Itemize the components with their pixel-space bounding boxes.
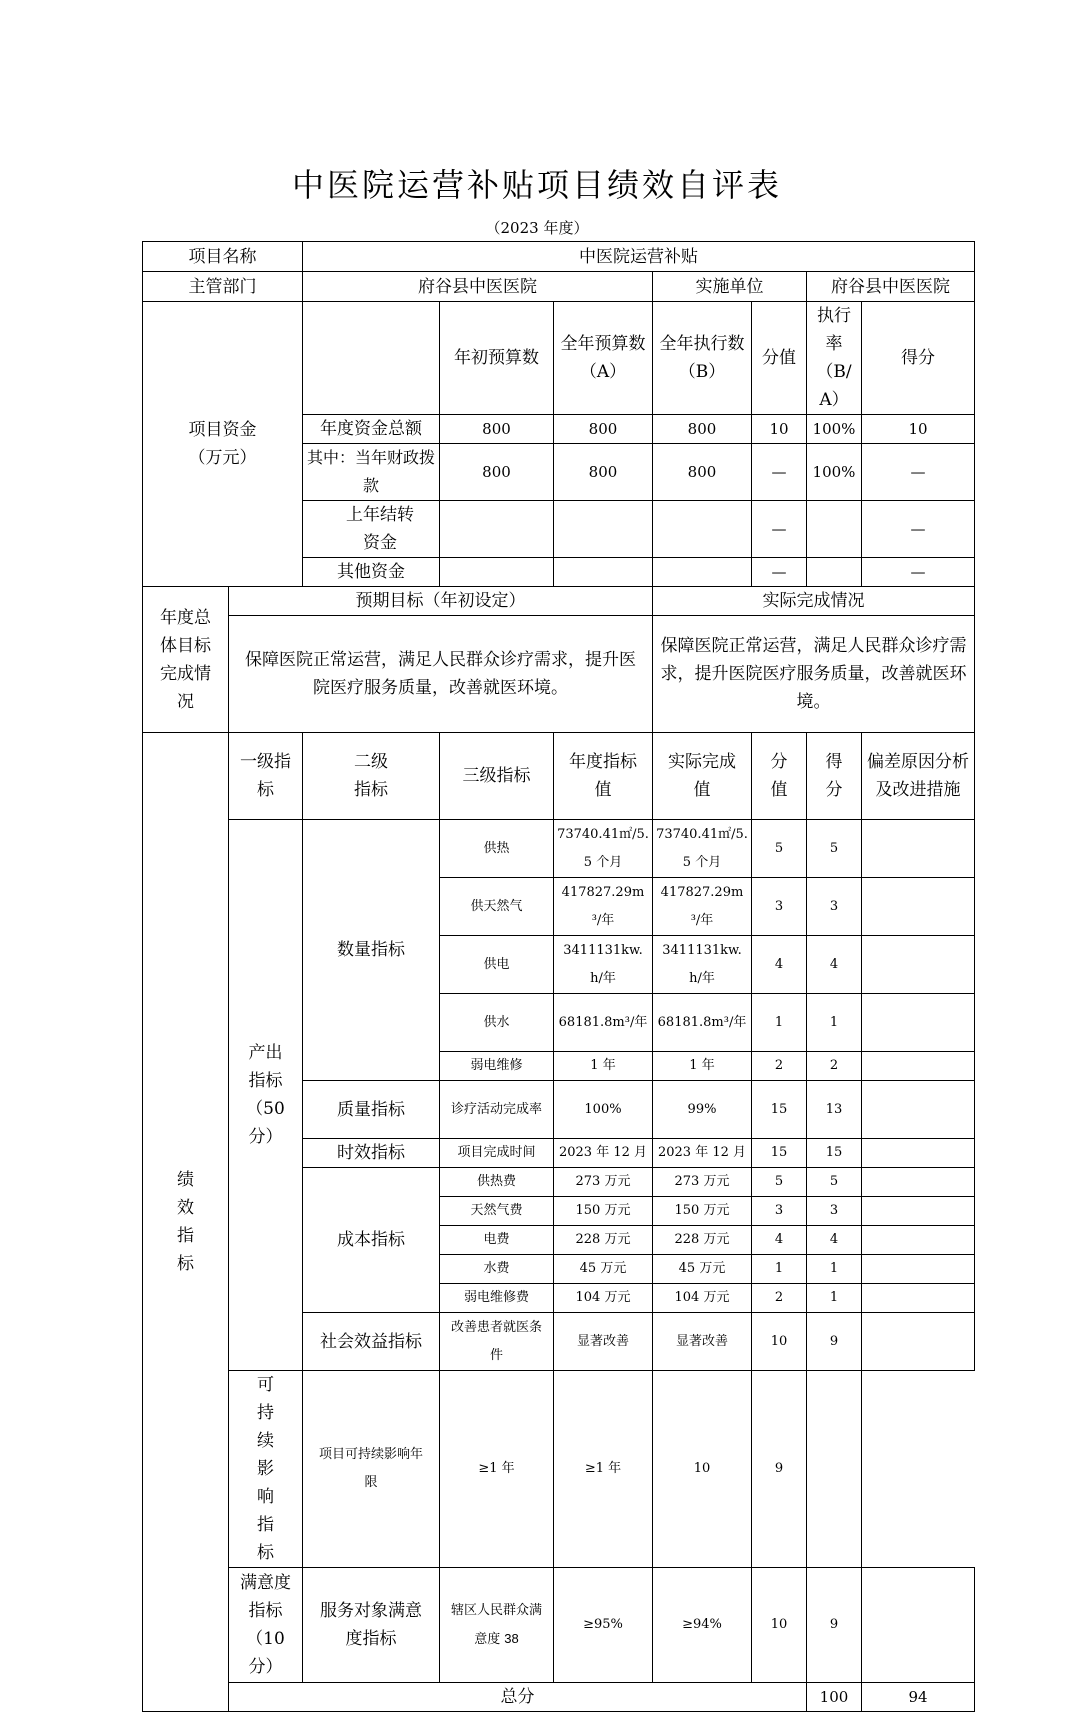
group-quality: 质量指标 bbox=[303, 1081, 440, 1139]
indicator-deviation bbox=[862, 1568, 975, 1683]
funds-row-initial bbox=[440, 501, 554, 558]
indicator-name: 改善患者就医条件 bbox=[440, 1313, 554, 1371]
indicator-deviation bbox=[862, 1197, 975, 1226]
indicator-score-value: 10 bbox=[752, 1313, 807, 1371]
year-subtitle: （2023 年度） bbox=[485, 219, 589, 237]
indicator-score-value: 10 bbox=[653, 1371, 752, 1568]
goals-label: 年度总体目标完成情况 bbox=[143, 587, 229, 733]
project-name-label: 项目名称 bbox=[143, 242, 303, 272]
indicator-score-value: 10 bbox=[752, 1568, 807, 1683]
funds-row-rate bbox=[807, 558, 862, 587]
group-quantity: 数量指标 bbox=[303, 820, 440, 1081]
total-label: 总分 bbox=[229, 1683, 807, 1712]
funds-row-score-value: — bbox=[752, 444, 807, 501]
indicator-score: 9 bbox=[807, 1313, 862, 1371]
funds-row-score: — bbox=[862, 444, 975, 501]
indicator-actual: 45 万元 bbox=[653, 1255, 752, 1284]
indicator-deviation bbox=[862, 1052, 975, 1081]
funds-row-score: — bbox=[862, 501, 975, 558]
goals-expected-label: 预期目标（年初设定） bbox=[229, 587, 653, 616]
funds-row-score-value: — bbox=[752, 558, 807, 587]
indicator-actual: 99% bbox=[653, 1081, 752, 1139]
funds-row-annual bbox=[554, 558, 653, 587]
indicator-actual: ≥1 年 bbox=[554, 1371, 653, 1568]
indicator-name: 弱电维修 bbox=[440, 1052, 554, 1081]
indicator-deviation bbox=[862, 1284, 975, 1313]
output-indicator-label: 产出指标（50分） bbox=[229, 820, 303, 1371]
indicator-deviation bbox=[807, 1371, 862, 1568]
funds-row-initial bbox=[440, 558, 554, 587]
indicator-deviation bbox=[862, 936, 975, 994]
indicator-target: 73740.41㎡/5.5 个月 bbox=[554, 820, 653, 878]
dept-value: 府谷县中医医院 bbox=[303, 272, 653, 302]
funds-row-score: — bbox=[862, 558, 975, 587]
indicator-score-value: 3 bbox=[752, 878, 807, 936]
indicator-deviation bbox=[862, 1139, 975, 1168]
indicator-target: ≥95% bbox=[554, 1568, 653, 1683]
indicator-name: 诊疗活动完成率 bbox=[440, 1081, 554, 1139]
indicator-name: 水费 bbox=[440, 1255, 554, 1284]
indicator-actual: 2023 年 12 月 bbox=[653, 1139, 752, 1168]
indicator-score-value: 5 bbox=[752, 1168, 807, 1197]
indicator-deviation bbox=[862, 1168, 975, 1197]
indicator-score: 4 bbox=[807, 936, 862, 994]
funds-label-line2: （万元） bbox=[188, 448, 257, 468]
unit-label: 实施单位 bbox=[653, 272, 807, 302]
funds-row-name: 年度资金总额 bbox=[303, 415, 440, 444]
funds-row-rate: 100% bbox=[807, 415, 862, 444]
indicator-score-value: 5 bbox=[752, 820, 807, 878]
indicator-score: 4 bbox=[807, 1226, 862, 1255]
indicator-target: 45 万元 bbox=[554, 1255, 653, 1284]
group-sustain: 可持续影响指标 bbox=[229, 1371, 303, 1568]
indicator-name-text: 辖区人民群众满意度 bbox=[450, 1602, 542, 1647]
indicator-name: 项目可持续影响年限 bbox=[303, 1371, 440, 1568]
indicator-actual: ≥94% bbox=[653, 1568, 752, 1683]
funds-row-name: 上年结转资金 bbox=[303, 501, 440, 558]
goals-actual-text: 保障医院正常运营，满足人民群众诊疗需求，提升医院医疗服务质量，改善就医环境。 bbox=[653, 616, 975, 733]
funds-row-score: 10 bbox=[862, 415, 975, 444]
indicator-score: 1 bbox=[807, 1255, 862, 1284]
indicator-actual: 1 年 bbox=[653, 1052, 752, 1081]
dept-label: 主管部门 bbox=[143, 272, 303, 302]
indicator-score: 1 bbox=[807, 1284, 862, 1313]
indicator-deviation bbox=[862, 820, 975, 878]
indicator-actual: 3411131kw.h/年 bbox=[653, 936, 752, 994]
indicator-name: 供水 bbox=[440, 994, 554, 1052]
funds-row-initial: 800 bbox=[440, 444, 554, 501]
indicator-score-value: 2 bbox=[752, 1284, 807, 1313]
indicator-score-value: 1 bbox=[752, 1255, 807, 1284]
indicator-actual: 150 万元 bbox=[653, 1197, 752, 1226]
indicator-target: 150 万元 bbox=[554, 1197, 653, 1226]
funds-row-name: 其他资金 bbox=[303, 558, 440, 587]
indicator-score-value: 1 bbox=[752, 994, 807, 1052]
ind-header-target: 年度指标值 bbox=[554, 733, 653, 820]
ind-header-score-value: 分值 bbox=[752, 733, 807, 820]
indicator-actual: 228 万元 bbox=[653, 1226, 752, 1255]
indicator-score: 5 bbox=[807, 820, 862, 878]
indicator-target: 417827.29m³/年 bbox=[554, 878, 653, 936]
funds-header-blank bbox=[303, 302, 440, 415]
page-title: 中医院运营补贴项目绩效自评表 bbox=[291, 166, 782, 204]
indicator-score-value: 15 bbox=[752, 1081, 807, 1139]
funds-row-executed bbox=[653, 558, 752, 587]
indicator-target: 显著改善 bbox=[554, 1313, 653, 1371]
indicator-name: 供热 bbox=[440, 820, 554, 878]
indicator-score: 5 bbox=[807, 1168, 862, 1197]
indicator-actual: 104 万元 bbox=[653, 1284, 752, 1313]
indicator-deviation bbox=[862, 1081, 975, 1139]
page-number: 38 bbox=[504, 1630, 519, 1646]
indicator-name bbox=[440, 1568, 554, 1683]
funds-row-score-value: — bbox=[752, 501, 807, 558]
indicator-target: 228 万元 bbox=[554, 1226, 653, 1255]
indicator-name: 项目完成时间 bbox=[440, 1139, 554, 1168]
indicator-actual: 73740.41㎡/5.5 个月 bbox=[653, 820, 752, 878]
indicator-score: 3 bbox=[807, 1197, 862, 1226]
indicators-section-label: 绩效指标 bbox=[143, 733, 229, 1712]
indicator-deviation bbox=[862, 1313, 975, 1371]
indicator-score: 9 bbox=[752, 1371, 807, 1568]
satisfaction-indicator-label: 满意度指标（10分） bbox=[229, 1568, 303, 1683]
indicator-target: 100% bbox=[554, 1081, 653, 1139]
indicator-target: 273 万元 bbox=[554, 1168, 653, 1197]
goals-expected-text: 保障医院正常运营，满足人民群众诊疗需求，提升医院医疗服务质量，改善就医环境。 bbox=[229, 616, 653, 733]
group-social: 社会效益指标 bbox=[303, 1313, 440, 1371]
funds-row-annual bbox=[554, 501, 653, 558]
funds-row-initial: 800 bbox=[440, 415, 554, 444]
ind-header-level3: 三级指标 bbox=[440, 733, 554, 820]
indicator-score: 15 bbox=[807, 1139, 862, 1168]
funds-header-annual: 全年预算数（A） bbox=[554, 302, 653, 415]
indicator-actual: 273 万元 bbox=[653, 1168, 752, 1197]
indicator-name: 供热费 bbox=[440, 1168, 554, 1197]
total-score-value: 100 bbox=[807, 1683, 862, 1712]
indicator-score: 3 bbox=[807, 878, 862, 936]
indicator-target: 104 万元 bbox=[554, 1284, 653, 1313]
indicator-score: 1 bbox=[807, 994, 862, 1052]
indicator-target: ≥1 年 bbox=[440, 1371, 554, 1568]
funds-row-executed bbox=[653, 501, 752, 558]
group-cost: 成本指标 bbox=[303, 1168, 440, 1313]
funds-row-annual: 800 bbox=[554, 444, 653, 501]
evaluation-table bbox=[142, 241, 975, 1712]
indicator-name: 供电 bbox=[440, 936, 554, 994]
funds-row-executed: 800 bbox=[653, 415, 752, 444]
indicator-actual: 68181.8m³/年 bbox=[653, 994, 752, 1052]
project-name-value: 中医院运营补贴 bbox=[303, 242, 975, 272]
funds-row-name: 其中：当年财政拨款 bbox=[303, 444, 440, 501]
indicator-deviation bbox=[862, 994, 975, 1052]
funds-header-score: 得分 bbox=[862, 302, 975, 415]
group-satisfaction: 服务对象满意度指标 bbox=[303, 1568, 440, 1683]
indicator-name: 供天然气 bbox=[440, 878, 554, 936]
funds-row-rate bbox=[807, 501, 862, 558]
indicator-score-value: 3 bbox=[752, 1197, 807, 1226]
unit-value: 府谷县中医医院 bbox=[807, 272, 975, 302]
indicator-name: 电费 bbox=[440, 1226, 554, 1255]
indicator-actual: 417827.29m³/年 bbox=[653, 878, 752, 936]
indicator-score-value: 2 bbox=[752, 1052, 807, 1081]
indicator-deviation bbox=[862, 878, 975, 936]
indicator-score: 13 bbox=[807, 1081, 862, 1139]
indicator-score: 2 bbox=[807, 1052, 862, 1081]
funds-header-initial: 年初预算数 bbox=[440, 302, 554, 415]
goals-actual-label: 实际完成情况 bbox=[653, 587, 975, 616]
indicator-actual: 显著改善 bbox=[653, 1313, 752, 1371]
funds-header-executed: 全年执行数（B） bbox=[653, 302, 752, 415]
ind-header-level1: 一级指标 bbox=[229, 733, 303, 820]
indicator-target: 1 年 bbox=[554, 1052, 653, 1081]
funds-row-executed: 800 bbox=[653, 444, 752, 501]
indicator-name: 天然气费 bbox=[440, 1197, 554, 1226]
funds-header-score-value: 分值 bbox=[752, 302, 807, 415]
indicator-score: 9 bbox=[807, 1568, 862, 1683]
funds-row-score-value: 10 bbox=[752, 415, 807, 444]
group-timeliness: 时效指标 bbox=[303, 1139, 440, 1168]
funds-row-rate: 100% bbox=[807, 444, 862, 501]
ind-header-level2: 二级指标 bbox=[303, 733, 440, 820]
indicator-deviation bbox=[862, 1226, 975, 1255]
funds-header-rate: 执行率（B/A） bbox=[807, 302, 862, 415]
indicator-score-value: 4 bbox=[752, 936, 807, 994]
ind-header-score: 得分 bbox=[807, 733, 862, 820]
indicator-score-value: 4 bbox=[752, 1226, 807, 1255]
indicator-name: 弱电维修费 bbox=[440, 1284, 554, 1313]
funds-label-line1: 项目资金 bbox=[188, 420, 257, 440]
indicator-deviation bbox=[862, 1255, 975, 1284]
indicator-score-value: 15 bbox=[752, 1139, 807, 1168]
indicator-target: 3411131kw.h/年 bbox=[554, 936, 653, 994]
indicator-target: 2023 年 12 月 bbox=[554, 1139, 653, 1168]
ind-header-actual: 实际完成值 bbox=[653, 733, 752, 820]
total-score: 94 bbox=[862, 1683, 975, 1712]
indicator-target: 68181.8m³/年 bbox=[554, 994, 653, 1052]
ind-header-deviation: 偏差原因分析及改进措施 bbox=[862, 733, 975, 820]
funds-row-annual: 800 bbox=[554, 415, 653, 444]
funds-label bbox=[143, 302, 303, 587]
